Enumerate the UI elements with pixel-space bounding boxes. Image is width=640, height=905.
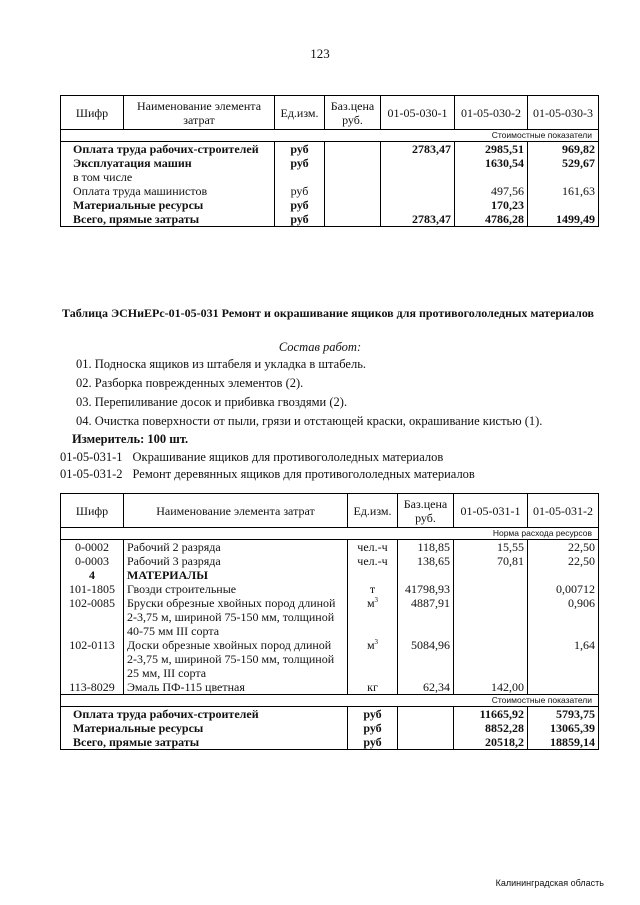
table-cell: руб [275,184,325,198]
table-cell: 4786,28 [455,212,528,227]
resource-name: МАТЕРИАЛЫ [124,568,348,582]
row-name: Материальные ресурсы [61,721,348,735]
unit-superscript: 3 [374,596,379,604]
resource-code: 0-0003 [61,554,124,568]
work-item: 03. Перепиливание досок и прибивка гвоздями (2). [76,395,348,409]
table-cell [381,170,455,184]
header-cell: Ед.изм. [348,494,398,528]
table-cell [398,735,454,750]
table-cell [381,198,455,212]
resource-name: Бруски обрезные хвойных пород длиной 2-3,75 м, шириной 75-150 мм, толщиной 40-75 мм III сорта [124,596,348,638]
work-item: 02. Разборка поврежденных элементов (2). [76,376,304,390]
cost-table-01-05-030 [60,95,599,227]
table-cell: 11665,92 [454,707,528,722]
table-cell [454,568,528,582]
header-cell: Наименование элемента затрат [124,494,348,528]
table-body [61,142,599,227]
table-cell [325,156,381,170]
table-cell: 15,55 [454,540,528,555]
table-row [61,554,599,568]
table-cell [454,596,528,638]
table-cell: 138,65 [398,554,454,568]
row-name: Всего, прямые затраты [61,735,348,750]
table-cell: 13065,39 [528,721,599,735]
section-label-row [61,130,599,142]
table-cell [455,170,528,184]
resource-name: Доски обрезные хвойных пород длиной 2-3,75 м, шириной 75-150 мм, толщиной 25 мм, III сорта [124,638,348,680]
table-cell: руб [275,156,325,170]
table-cell [454,582,528,596]
table-row [61,568,599,582]
header-cell: Баз.цена руб. [325,96,381,130]
table-cell: 5793,75 [528,707,599,722]
code-line [60,466,475,482]
row-name: в том числе [61,170,275,184]
table-header-row [61,494,599,528]
table-cell: 497,56 [455,184,528,198]
table-cell: руб [275,212,325,227]
table-cell [381,156,455,170]
code-line [60,449,443,465]
table-cell: 2985,51 [455,142,528,157]
table-cell [325,198,381,212]
table-cell [528,568,599,582]
page-number: 123 [310,46,330,61]
table-cell: руб [275,198,325,212]
section-label: Норма расхода ресурсов [61,528,599,540]
table-cell: 1,64 [528,638,599,680]
table-cell: руб [348,735,398,750]
header-cell: 01-05-030-2 [455,96,528,130]
table-cell: 41798,93 [398,582,454,596]
resource-unit: $м^3$ [348,596,398,638]
table-cell: 4887,91 [398,596,454,638]
unit-superscript: 3 [374,638,379,646]
table-row [61,596,599,638]
resource-code: 0-0002 [61,540,124,555]
table-cell [325,212,381,227]
table-cell [398,721,454,735]
resource-unit: кг [348,680,398,695]
table-cell [275,170,325,184]
code-description: Ремонт деревянных ящиков для противогололедных материалов [132,467,475,481]
resource-table-01-05-031 [60,493,599,750]
table-caption: Таблица ЭСНиЕРс-01-05-031 Ремонт и окрашивание ящиков для противогололедных материалов [62,306,595,320]
table-cell: руб [348,721,398,735]
header-cell: 01-05-030-1 [381,96,455,130]
table-cell: 22,50 [528,540,599,555]
table-cell: 2783,47 [381,212,455,227]
table-row [61,582,599,596]
table-row [61,707,599,722]
table-cell: 18859,14 [528,735,599,750]
table-cell: 5084,96 [398,638,454,680]
table-cell: 0,00712 [528,582,599,596]
resource-unit: $м^3$ [348,638,398,680]
resource-code: 4 [61,568,124,582]
table-cell: руб [348,707,398,722]
table-cell [528,680,599,695]
table-row [61,184,599,198]
header-cell: 01-05-030-3 [528,96,599,130]
row-name: Эксплуатация машин [61,156,275,170]
table-cell [528,170,599,184]
table-row [61,540,599,555]
resource-unit [348,568,398,582]
row-name: Оплата труда рабочих-строителей [61,707,348,722]
table-cell: 1499,49 [528,212,599,227]
header-cell: 01-05-031-2 [528,494,599,528]
resource-name: Гвозди строительные [124,582,348,596]
table-cell [325,184,381,198]
table-row [61,170,599,184]
table-cell [325,170,381,184]
table-row [61,212,599,227]
header-cell: Шифр [61,96,124,130]
table-cell: 20518,2 [454,735,528,750]
resource-unit: чел.-ч [348,540,398,555]
resource-unit: чел.-ч [348,554,398,568]
resource-code: 102-0085 [61,596,124,638]
footer-region: Калининградская область [495,878,604,888]
table-cell: 0,906 [528,596,599,638]
table-cell: 969,82 [528,142,599,157]
table-row [61,142,599,157]
resource-code: 102-0113 [61,638,124,680]
table-cell [381,184,455,198]
code-description: Окрашивание ящиков для противогололедных материалов [132,450,444,464]
table-header-row [61,96,599,130]
table-cell: 62,34 [398,680,454,695]
table-row [61,638,599,680]
table-cell: 170,23 [455,198,528,212]
header-cell: Ед.изм. [275,96,325,130]
resource-name: Рабочий 3 разряда [124,554,348,568]
row-name: Оплата труда рабочих-строителей [61,142,275,157]
row-name: Материальные ресурсы [61,198,275,212]
table-cell: руб [275,142,325,157]
header-cell: Шифр [61,494,124,528]
table-row [61,735,599,750]
row-name: Всего, прямые затраты [61,212,275,227]
section-label: Стоимостные показатели [61,695,599,707]
table-row [61,198,599,212]
header-cell: 01-05-031-1 [454,494,528,528]
resource-rows [61,540,599,695]
resource-name: Эмаль ПФ-115 цветная [124,680,348,695]
table-cell [398,568,454,582]
table-row [61,721,599,735]
table-row [61,680,599,695]
table-cell: 8852,28 [454,721,528,735]
header-cell: Наименование элемента затрат [124,96,275,130]
table-cell: 2783,47 [381,142,455,157]
table-cell: 118,85 [398,540,454,555]
table-cell: 70,81 [454,554,528,568]
header-cell: Баз.цена руб. [398,494,454,528]
table-cell [325,142,381,157]
table-cell: 22,50 [528,554,599,568]
section-label-row [61,695,599,707]
table-cell [398,707,454,722]
code: 01-05-031-1 [60,450,123,464]
table-cell: 529,67 [528,156,599,170]
table-cell: 161,63 [528,184,599,198]
table-cell [528,198,599,212]
table-cell [454,638,528,680]
work-item: 04. Очистка поверхности от пыли, грязи и отстающей краски, окрашивание кистью (1). [76,414,543,428]
section-label-row [61,528,599,540]
resource-code: 113-8029 [61,680,124,695]
resource-code: 101-1805 [61,582,124,596]
table-cell: 1630,54 [455,156,528,170]
measure-unit: Измеритель: 100 шт. [72,432,189,446]
resource-name: Рабочий 2 разряда [124,540,348,555]
work-item: 01. Подноска ящиков из штабеля и укладка в штабель. [76,357,367,371]
code: 01-05-031-2 [60,467,123,481]
row-name: Оплата труда машинистов [61,184,275,198]
work-composition-title: Состав работ: [278,340,362,354]
resource-unit: т [348,582,398,596]
table-row [61,156,599,170]
table-cell: 142,00 [454,680,528,695]
section-label: Стоимостные показатели [61,130,599,142]
cost-rows [61,707,599,750]
